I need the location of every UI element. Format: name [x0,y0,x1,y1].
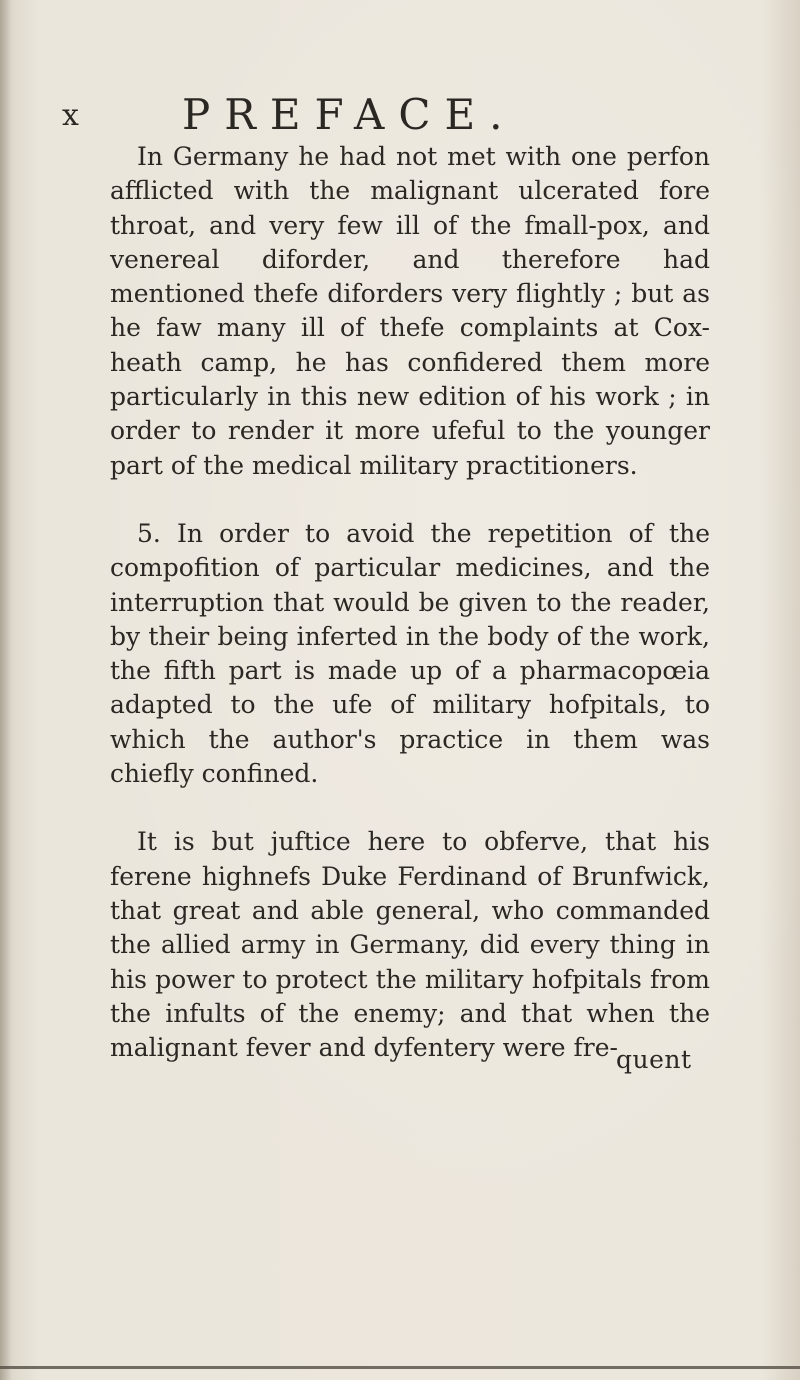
running-head: PREFACE. [182,90,517,139]
paragraph-3: It is but juftice here to obferve, that his ferene highnefs Duke Ferdinand of Brunfwick, that great and able general, who commanded the allied army in Germany, did every thing in his power to protect the military hofpitals from the infults of the enemy; and that when the malignant fever and dyfentery were fre- [110,827,710,1063]
page-number: x [62,98,80,133]
binding-shadow [0,0,12,1380]
paragraph-1: In Germany he had not met with one perfon afflicted with the malignant ulcerated fore throat, and very few ill of the fmall-pox, and venereal diforder, and therefore had mentioned thefe diforders very flightly ; but as he faw many ill of thefe complaints at Cox-heath camp, he has confidered them more particularly in this new edition of his work ; in order to render it more ufeful to the younger part of the medical military practitioners. [110,142,710,480]
page-header [62,90,702,139]
catchword: quent [616,1045,692,1074]
bottom-edge-line [0,1366,800,1369]
body-text [110,140,710,1065]
paragraph-2: 5. In order to avoid the repetition of the compofition of particular medicines, and the interruption that would be given to the reader, by their being inferted in the body of the work, the fifth part is made up of a pharmacopœia adapted to the ufe of military hofpitals, to which the author's practice in them was chiefly confined. [110,518,710,789]
